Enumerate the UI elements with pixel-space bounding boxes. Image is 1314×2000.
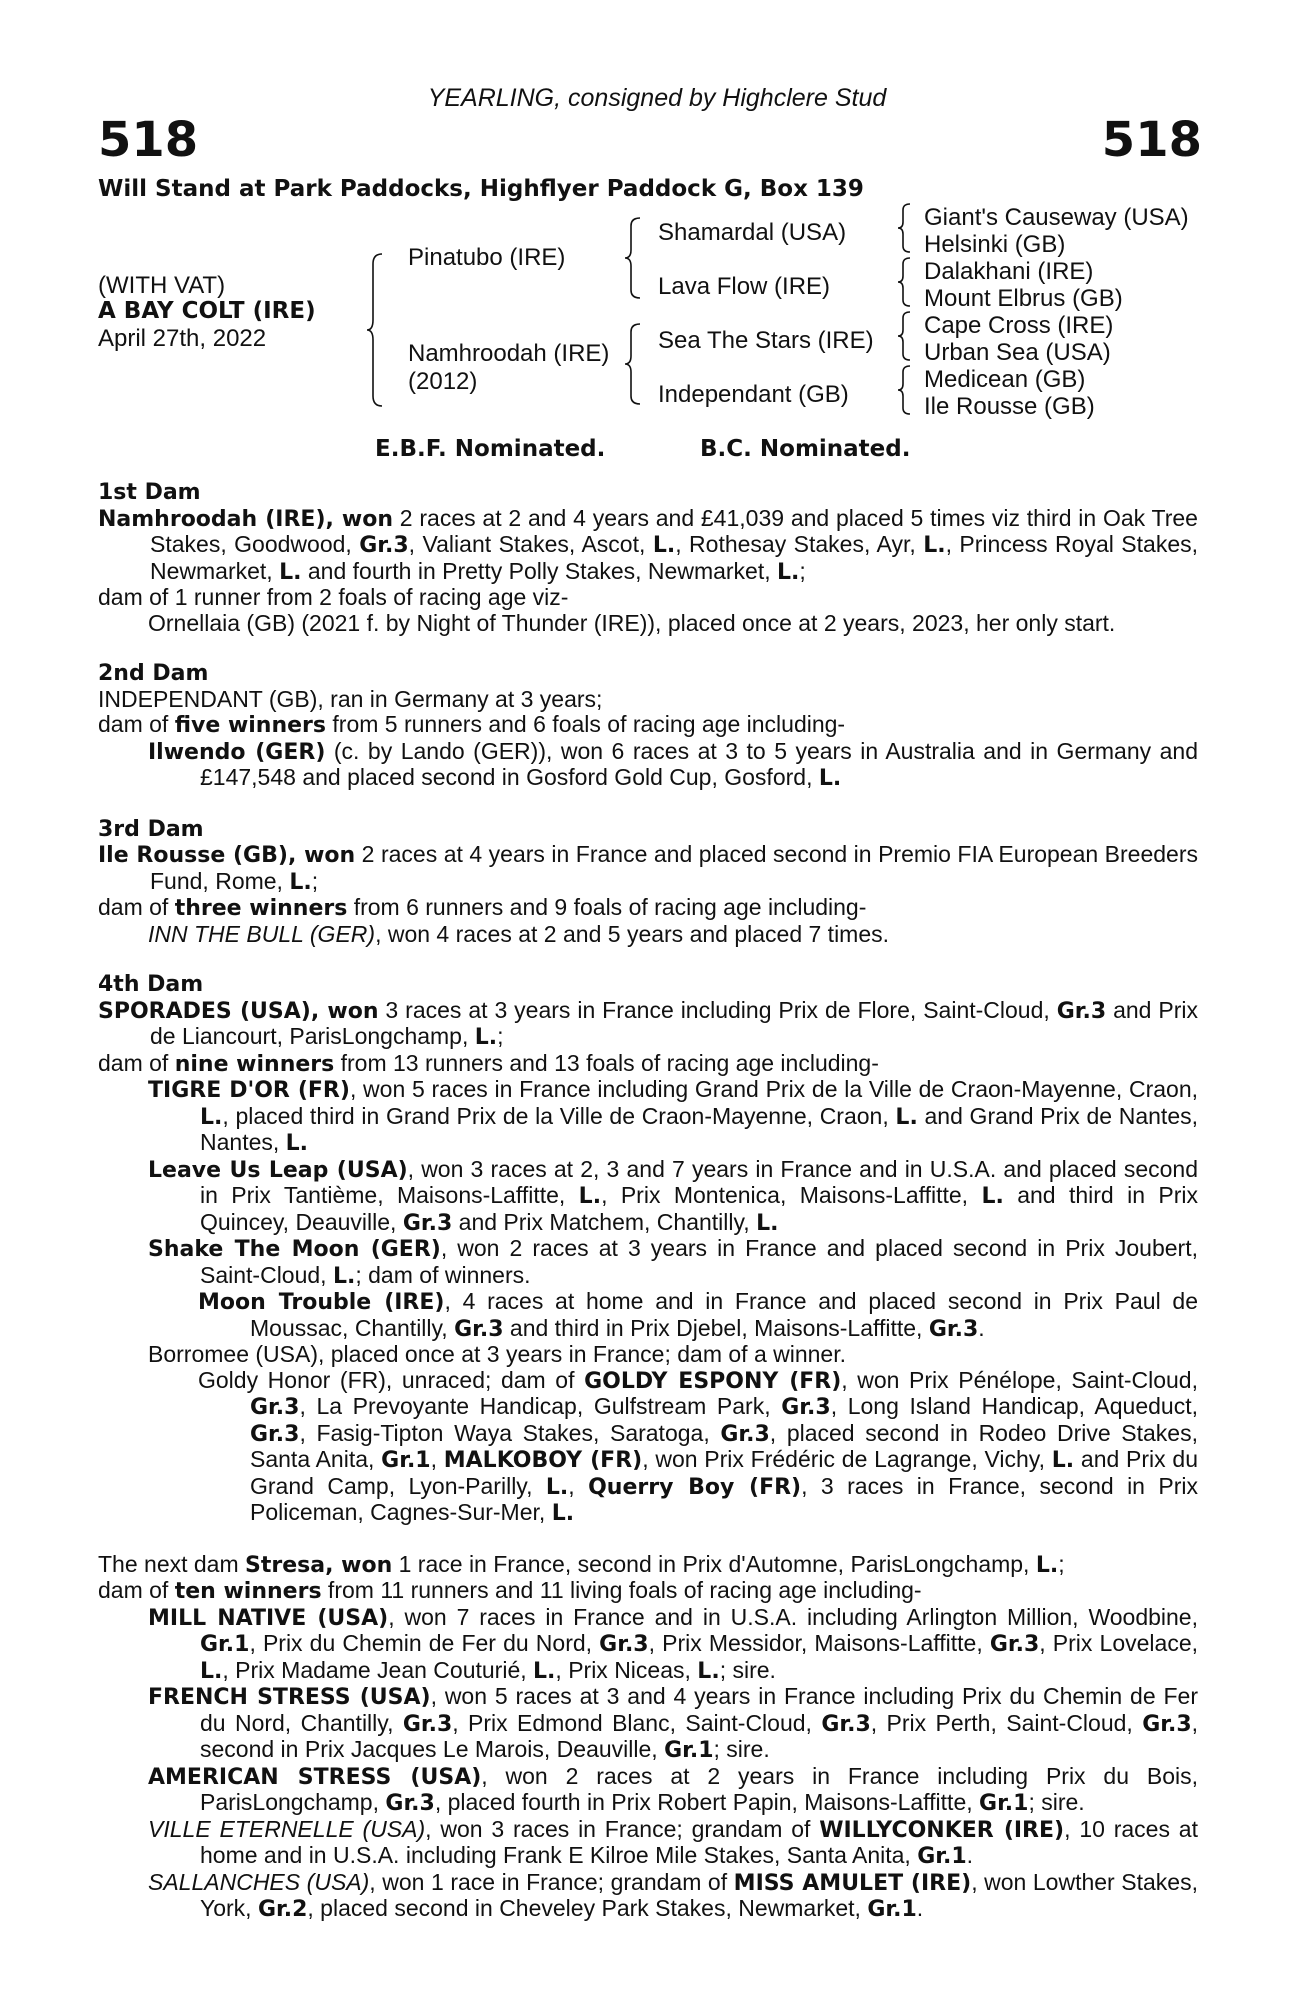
- produce-inn-the-bull: INN THE BULL (GER), won 4 races at 2 and 5 years and placed 7 times.: [148, 920, 890, 947]
- pedigree-gen3-2: Helsinki (GB): [924, 231, 1066, 258]
- dam-line-section: [98, 480, 1198, 1948]
- third-dam-produce-line: dam of three winners from 6 runners and 9 foals of racing age including-: [98, 894, 867, 921]
- produce-goldy-honor: Goldy Honor (FR), unraced; dam of GOLDY ESPONY (FR), won Prix Pénélope, Saint-Cloud, Gr.3, La Prevoyante Handicap, Gulfstream Park, Gr.3, Long Island Handicap, Aqueduct, Gr.3, Fasig-Tipton Waya Stakes, Saratoga, Gr.3, placed second in Rodeo Drive Stakes, Santa Anita, Gr.1, MALKOBOY (FR), won Prix Frédéric de Lagrange, Vichy, L. and Prix du Grand Camp, Lyon-Parilly, L., Querry Boy (FR), 3 races in France, second in Prix Policeman, Cagnes-Sur-Mer, L.: [198, 1366, 1198, 1526]
- third-dam-heading: 3rd Dam: [98, 816, 204, 842]
- pedigree-grandsire-paternal: Shamardal (USA): [658, 219, 847, 246]
- pedigree-gen3-5: Cape Cross (IRE): [924, 312, 1114, 339]
- lot-number-right: 518: [1101, 112, 1202, 168]
- produce-american-stress: AMERICAN STRESS (USA), won 2 races at 2 years in France including Prix du Bois, ParisLongchamp, Gr.3, placed fourth in Prix Robert Papin, Maisons-Laffitte, Gr.1; sire.: [148, 1762, 1198, 1816]
- fourth-dam-section: [98, 972, 1198, 1527]
- second-dam-entry: INDEPENDANT (GB), ran in Germany at 3 years;: [98, 685, 603, 712]
- foaling-date: April 27th, 2022: [98, 325, 267, 352]
- produce-mill-native: MILL NATIVE (USA), won 7 races in France and in U.S.A. including Arlington Million, Woodbine, Gr.1, Prix du Chemin de Fer du Nord, Gr.3, Prix Messidor, Maisons-Laffitte, Gr.3, Prix Lovelace, L., Prix Madame Jean Couturié, L., Prix Niceas, L.; sire.: [148, 1603, 1198, 1684]
- produce-moon-trouble: Moon Trouble (IRE), 4 races at home and in France and placed second in Prix Paul de Moussac, Chantilly, Gr.3 and third in Prix Djebel, Maisons-Laffitte, Gr.3.: [198, 1288, 1198, 1342]
- pedigree-bracket-seathestars: [900, 310, 916, 362]
- stand-location: Will Stand at Park Paddocks, Highflyer Paddock G, Box 139: [98, 176, 864, 202]
- next-dam-section: [98, 1552, 1198, 1923]
- produce-ornellaia: Ornellaia (GB) (2021 f. by Night of Thunder (IRE)), placed once at 2 years, 2023, her only start.: [148, 609, 1116, 636]
- second-dam-heading: 2nd Dam: [98, 661, 209, 686]
- pedigree-granddam-paternal: Lava Flow (IRE): [658, 273, 831, 300]
- pedigree-bracket-lavaflow: [900, 256, 916, 308]
- pedigree-bracket-main: [370, 250, 390, 410]
- pedigree-granddam-maternal: Independant (GB): [658, 381, 849, 408]
- ebf-nomination: E.B.F. Nominated.: [375, 436, 606, 462]
- produce-french-stress: FRENCH STRESS (USA), won 5 races at 3 and 4 years in France including Prix du Chemin de Fer du Nord, Chantilly, Gr.3, Prix Edmond Blanc, Saint-Cloud, Gr.3, Prix Perth, Saint-Cloud, Gr.3, second in Prix Jacques Le Marois, Deauville, Gr.1; sire.: [148, 1683, 1199, 1763]
- first-dam-heading: 1st Dam: [98, 480, 201, 505]
- pedigree-gen3-6: Urban Sea (USA): [924, 339, 1111, 366]
- third-dam-entry: Ile Rousse (GB), won 2 races at 4 years in France and placed second in Premio FIA European Breeders Fund, Rome, L.;: [98, 841, 1199, 895]
- pedigree-sire: Pinatubo (IRE): [408, 244, 566, 271]
- pedigree-gen3-1: Giant's Causeway (USA): [924, 204, 1189, 231]
- consignment-line: YEARLING, consigned by Highclere Stud: [427, 84, 887, 112]
- third-dam-section: [98, 817, 1198, 948]
- vat-note: (WITH VAT): [98, 272, 226, 299]
- horse-name: A BAY COLT (IRE): [98, 298, 316, 324]
- second-dam-produce-line: dam of five winners from 5 runners and 6 foals of racing age including-: [98, 711, 846, 738]
- pedigree-bracket-sire: [628, 216, 648, 300]
- produce-tigre-dor: TIGRE D'OR (FR), won 5 races in France including Grand Prix de la Ville de Craon-Mayenne, Craon, L., placed third in Grand Prix de la Ville de Craon-Mayenne, Craon, L. and Grand Prix de Nantes, Nantes, L.: [148, 1076, 1198, 1156]
- next-dam-entry: The next dam Stresa, won 1 race in France, second in Prix d'Automne, ParisLongchamp, L.;: [98, 1550, 1065, 1578]
- pedigree-dam: Namhroodah (IRE): [408, 340, 610, 367]
- next-dam-produce-line: dam of ten winners from 11 runners and 11 living foals of racing age including-: [98, 1577, 922, 1604]
- pedigree-bracket-shamardal: [900, 202, 916, 254]
- produce-sallanches: SALLANCHES (USA), won 1 race in France; grandam of MISS AMULET (IRE), won Lowther Stakes, York, Gr.2, placed second in Cheveley Park Stakes, Newmarket, Gr.1.: [148, 1868, 1198, 1922]
- pedigree-dam-year: (2012): [408, 368, 478, 395]
- pedigree-bracket-dam: [628, 322, 648, 406]
- produce-leave-us-leap: Leave Us Leap (USA), won 3 races at 2, 3 and 7 years in France and in U.S.A. and placed second in Prix Tantième, Maisons-Laffitte, L., Prix Montenica, Maisons-Laffitte, L. and third in Prix Quincey, Deauville, Gr.3 and Prix Matchem, Chantilly, L.: [148, 1155, 1198, 1236]
- produce-ilwendo: Ilwendo (GER) (c. by Lando (GER)), won 6 races at 3 to 5 years in Australia and in Germany and £147,548 and placed second in Gosford Gold Cup, Gosford, L.: [148, 737, 1199, 791]
- fourth-dam-entry: SPORADES (USA), won 3 races at 3 years in France including Prix de Flore, Saint-Cloud, Gr.3 and Prix de Liancourt, ParisLongchamp, L.;: [98, 996, 1199, 1050]
- produce-borromee: Borromee (USA), placed once at 3 years in France; dam of a winner.: [148, 1341, 846, 1367]
- first-dam-produce-line: dam of 1 runner from 2 foals of racing age viz-: [98, 584, 569, 610]
- bc-nomination: B.C. Nominated.: [700, 436, 911, 462]
- pedigree-gen3-8: Ile Rousse (GB): [924, 393, 1095, 420]
- produce-shake-the-moon: Shake The Moon (GER), won 2 races at 3 years in France and placed second in Prix Joubert, Saint-Cloud, L.; dam of winners.: [148, 1235, 1198, 1289]
- pedigree-grandsire-maternal: Sea The Stars (IRE): [658, 327, 874, 354]
- lot-number-left: 518: [98, 112, 199, 168]
- pedigree-gen3-3: Dalakhani (IRE): [924, 258, 1094, 285]
- pedigree-bracket-independant: [900, 364, 916, 416]
- produce-ville-eternelle: VILLE ETERNELLE (USA), won 3 races in France; grandam of WILLYCONKER (IRE), 10 races at home and in U.S.A. including Frank E Kilroe Mile Stakes, Santa Anita, Gr.1.: [148, 1815, 1198, 1869]
- first-dam-section: [98, 480, 1198, 636]
- fourth-dam-produce-line: dam of nine winners from 13 runners and 13 foals of racing age including-: [98, 1049, 879, 1077]
- fourth-dam-heading: 4th Dam: [98, 972, 204, 997]
- pedigree-gen3-7: Medicean (GB): [924, 366, 1086, 393]
- first-dam-entry: Namhroodah (IRE), won 2 races at 2 and 4 years and £41,039 and placed 5 times viz third in Oak Tree Stakes, Goodwood, Gr.3, Valiant Stakes, Ascot, L., Rothesay Stakes, Ayr, L., Princess Royal Stakes, Newmarket, L. and fourth in Pretty Polly Stakes, Newmarket, L.;: [98, 504, 1199, 585]
- second-dam-section: [98, 661, 1198, 792]
- pedigree-gen3-4: Mount Elbrus (GB): [924, 285, 1123, 312]
